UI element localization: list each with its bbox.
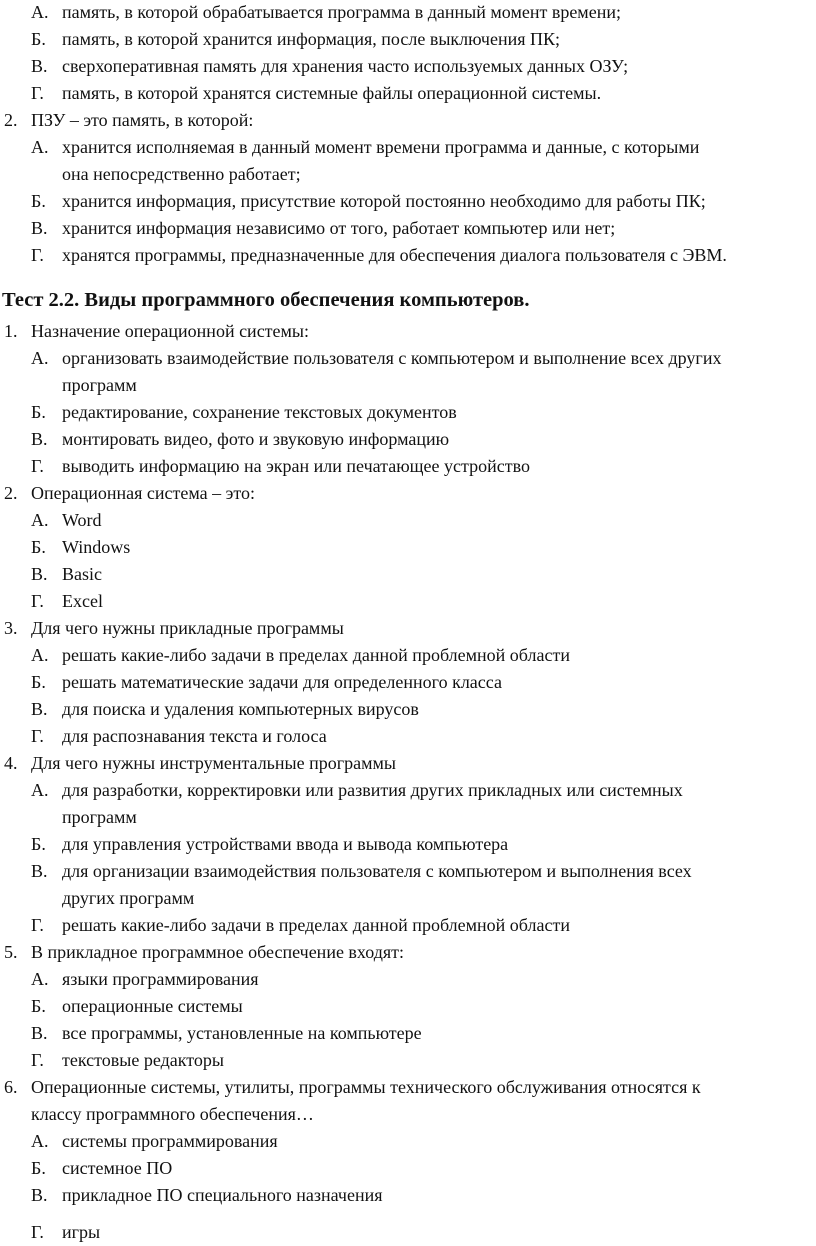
option-text: решать математические задачи для определенного класса [62, 672, 502, 692]
question-number: 2. [4, 483, 18, 503]
option-text: хранятся программы, предназначенные для обеспечения диалога пользователя с ЭВМ. [62, 245, 727, 265]
option-letter: А. [31, 1131, 49, 1151]
option-letter: А. [31, 510, 49, 530]
option-letter: Г. [31, 1222, 44, 1242]
question-number: 1. [4, 321, 18, 341]
option-letter: Г. [31, 915, 44, 935]
question-text: Назначение операционной системы: [31, 321, 310, 341]
question-text: В прикладное программное обеспечение входят: [31, 942, 405, 962]
option-text: выводить информацию на экран или печатающее устройство [62, 456, 530, 476]
question-text: Для чего нужны прикладные программы [31, 618, 344, 638]
option-letter: В. [31, 56, 48, 76]
question-number: 4. [4, 753, 18, 773]
option-letter: Б. [31, 672, 46, 692]
option-letter: Г. [31, 591, 44, 611]
option-letter: Г. [31, 726, 44, 746]
option-text: редактирование, сохранение текстовых документов [62, 402, 457, 422]
question-text: ПЗУ – это память, в которой: [31, 110, 254, 130]
option-text: системное ПО [62, 1158, 173, 1178]
option-text: для распознавания текста и голоса [62, 726, 327, 746]
option-letter: А. [31, 645, 49, 665]
option-text: сверхоперативная память для хранения часто используемых данных ОЗУ; [62, 56, 629, 76]
option-text: для организации взаимодействия пользователя с компьютером и выполнения всех [62, 861, 692, 881]
option-text: хранится информация, присутствие которой постоянно необходимо для работы ПК; [62, 191, 706, 211]
option-letter: В. [31, 218, 48, 238]
option-text-continued: других программ [62, 888, 195, 908]
question-text: Для чего нужны инструментальные программы [31, 753, 396, 773]
option-text: хранится исполняемая в данный момент времени программа и данные, с которыми [62, 137, 700, 157]
option-letter: Г. [31, 83, 44, 103]
section-heading: Тест 2.2. Виды программного обеспечения компьютеров. [2, 289, 530, 311]
option-text: память, в которой хранится информация, после выключения ПК; [62, 29, 561, 49]
option-text-continued: программ [62, 375, 137, 395]
question-number: 5. [4, 942, 18, 962]
option-letter: Б. [31, 996, 46, 1016]
option-text: Windows [62, 537, 131, 557]
option-text: для поиска и удаления компьютерных вирусов [62, 699, 419, 719]
option-letter: В. [31, 1023, 48, 1043]
option-letter: Г. [31, 245, 44, 265]
option-text: текстовые редакторы [62, 1050, 224, 1070]
option-text: системы программирования [62, 1131, 278, 1151]
option-text: решать какие-либо задачи в пределах данной проблемной области [62, 645, 570, 665]
option-text: операционные системы [62, 996, 243, 1016]
option-letter: Б. [31, 191, 46, 211]
option-text: для разработки, корректировки или развития других прикладных или системных [62, 780, 683, 800]
option-text: организовать взаимодействие пользователя с компьютером и выполнение всех других [62, 348, 722, 368]
option-letter: А. [31, 348, 49, 368]
option-letter: В. [31, 429, 48, 449]
option-letter: Б. [31, 29, 46, 49]
option-letter: Г. [31, 1050, 44, 1070]
option-text: решать какие-либо задачи в пределах данной проблемной области [62, 915, 570, 935]
option-text: память, в которой обрабатывается программа в данный момент времени; [62, 2, 621, 22]
option-letter: А. [31, 969, 49, 989]
option-text: игры [62, 1222, 101, 1242]
option-letter: А. [31, 780, 49, 800]
question-number: 2. [4, 110, 18, 130]
option-text: Word [62, 510, 102, 530]
option-text: хранится информация независимо от того, работает компьютер или нет; [62, 218, 616, 238]
question-text: Операционные системы, утилиты, программы технического обслуживания относятся к [31, 1077, 701, 1097]
question-text: Операционная система – это: [31, 483, 255, 503]
option-letter: В. [31, 564, 48, 584]
question-text-continued: классу программного обеспечения… [31, 1104, 314, 1124]
option-text-continued: программ [62, 807, 137, 827]
option-letter: Г. [31, 456, 44, 476]
option-letter: А. [31, 2, 49, 22]
option-text-continued: она непосредственно работает; [62, 164, 301, 184]
option-letter: В. [31, 861, 48, 881]
option-letter: Б. [31, 834, 46, 854]
option-text: для управления устройствами ввода и вывода компьютера [62, 834, 509, 854]
option-text: Basic [62, 564, 102, 584]
option-text: прикладное ПО специального назначения [62, 1185, 383, 1205]
option-letter: Б. [31, 1158, 46, 1178]
option-letter: В. [31, 699, 48, 719]
option-letter: В. [31, 1185, 48, 1205]
option-text: все программы, установленные на компьютере [62, 1023, 422, 1043]
question-number: 3. [4, 618, 18, 638]
option-text: монтировать видео, фото и звуковую информацию [62, 429, 450, 449]
option-letter: Б. [31, 537, 46, 557]
option-letter: Б. [31, 402, 46, 422]
option-text: память, в которой хранятся системные файлы операционной системы. [62, 83, 602, 103]
option-letter: А. [31, 137, 49, 157]
option-text: Excel [62, 591, 103, 611]
option-text: языки программирования [62, 969, 259, 989]
question-number: 6. [4, 1077, 18, 1097]
